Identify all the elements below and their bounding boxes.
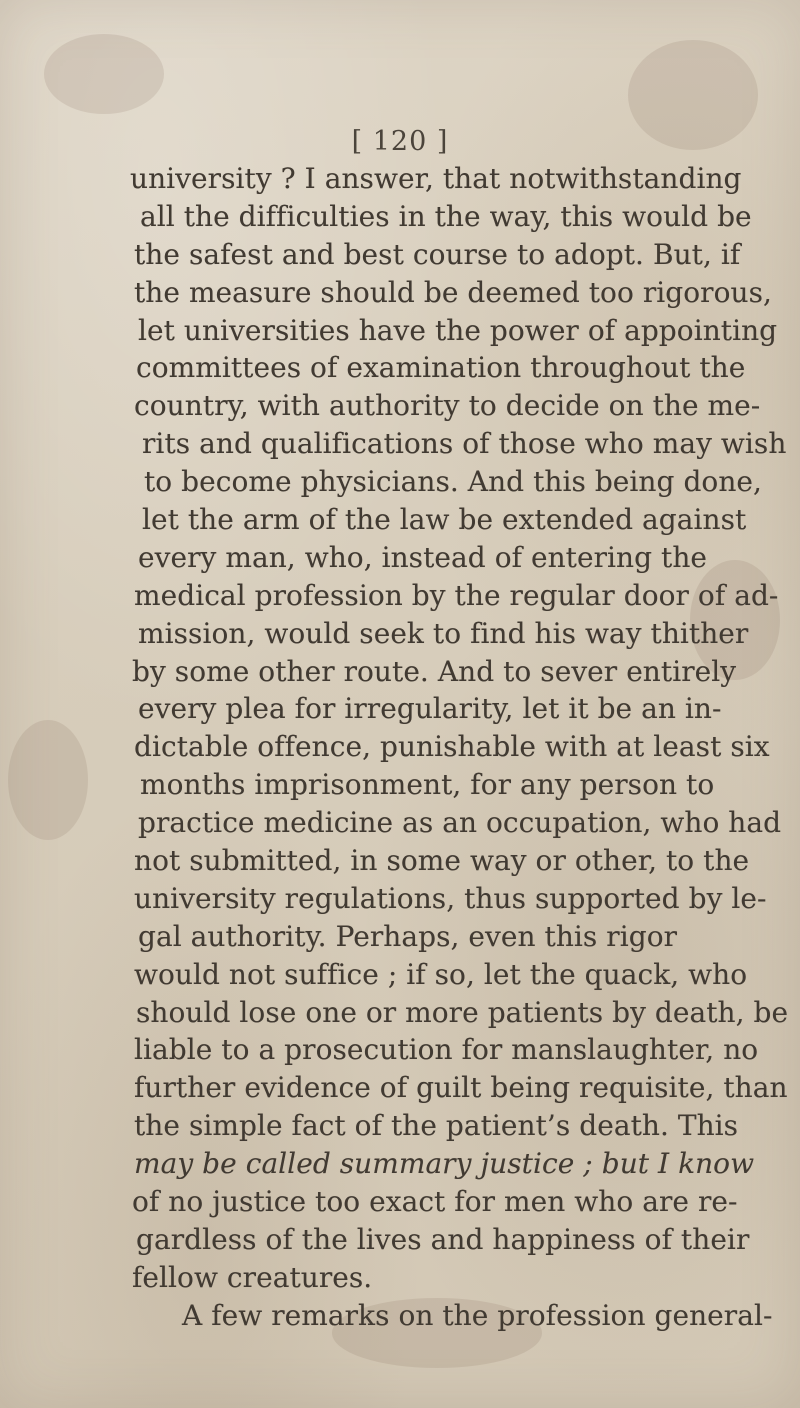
text-line: A few remarks on the profession general-	[182, 1298, 773, 1332]
foxing-spot	[8, 720, 88, 840]
body-text	[130, 160, 789, 1335]
text-line: let the arm of the law be extended against	[142, 503, 747, 537]
text-line: mission, would seek to find his way thither	[138, 616, 749, 650]
text-line: every man, who, instead of entering the	[138, 540, 708, 574]
text-line: not submitted, in some way or other, to the	[134, 844, 750, 878]
text-line: months imprisonment, for any person to	[140, 768, 715, 802]
foxing-spot	[44, 34, 164, 114]
text-line: would not suffice ; if so, let the quack, who	[134, 957, 748, 991]
text-line: the safest and best course to adopt. But, if	[134, 237, 741, 271]
text-line: university regulations, thus supported by le-	[134, 881, 767, 915]
text-line: of no justice too exact for men who are re-	[132, 1185, 738, 1219]
text-line: liable to a prosecution for manslaughter, no	[134, 1033, 759, 1067]
page-number-header: [ 120 ]	[351, 126, 449, 157]
text-line: by some other route. And to sever entirely	[132, 654, 737, 688]
text-line: fellow creatures.	[132, 1260, 373, 1294]
text-line: gal authority. Perhaps, even this rigor	[138, 919, 678, 953]
text-line: dictable offence, punishable with at least six	[134, 730, 770, 764]
text-line: may be called summary justice ; but I know	[134, 1147, 755, 1181]
text-line: rits and qualifications of those who may wish	[142, 427, 787, 461]
text-line: the simple fact of the patient’s death. This	[134, 1109, 739, 1143]
text-line: should lose one or more patients by death, be	[136, 995, 789, 1029]
text-line: the measure should be deemed too rigorous,	[134, 275, 772, 309]
text-line: all the difficulties in the way, this would be	[140, 199, 752, 233]
text-line: committees of examination throughout the	[136, 351, 746, 385]
text-line: practice medicine as an occupation, who had	[138, 806, 782, 840]
text-line: country, with authority to decide on the me-	[134, 389, 761, 423]
text-line: university ? I answer, that notwithstanding	[130, 162, 742, 195]
text-line: gardless of the lives and happiness of their	[136, 1222, 750, 1256]
text-line: let universities have the power of appointing	[138, 313, 778, 347]
text-line: every plea for irregularity, let it be an in-	[138, 692, 722, 726]
text-line: to become physicians. And this being done,	[144, 465, 762, 499]
text-line: medical profession by the regular door of ad-	[134, 578, 779, 612]
text-line: further evidence of guilt being requisite, than	[134, 1071, 788, 1105]
